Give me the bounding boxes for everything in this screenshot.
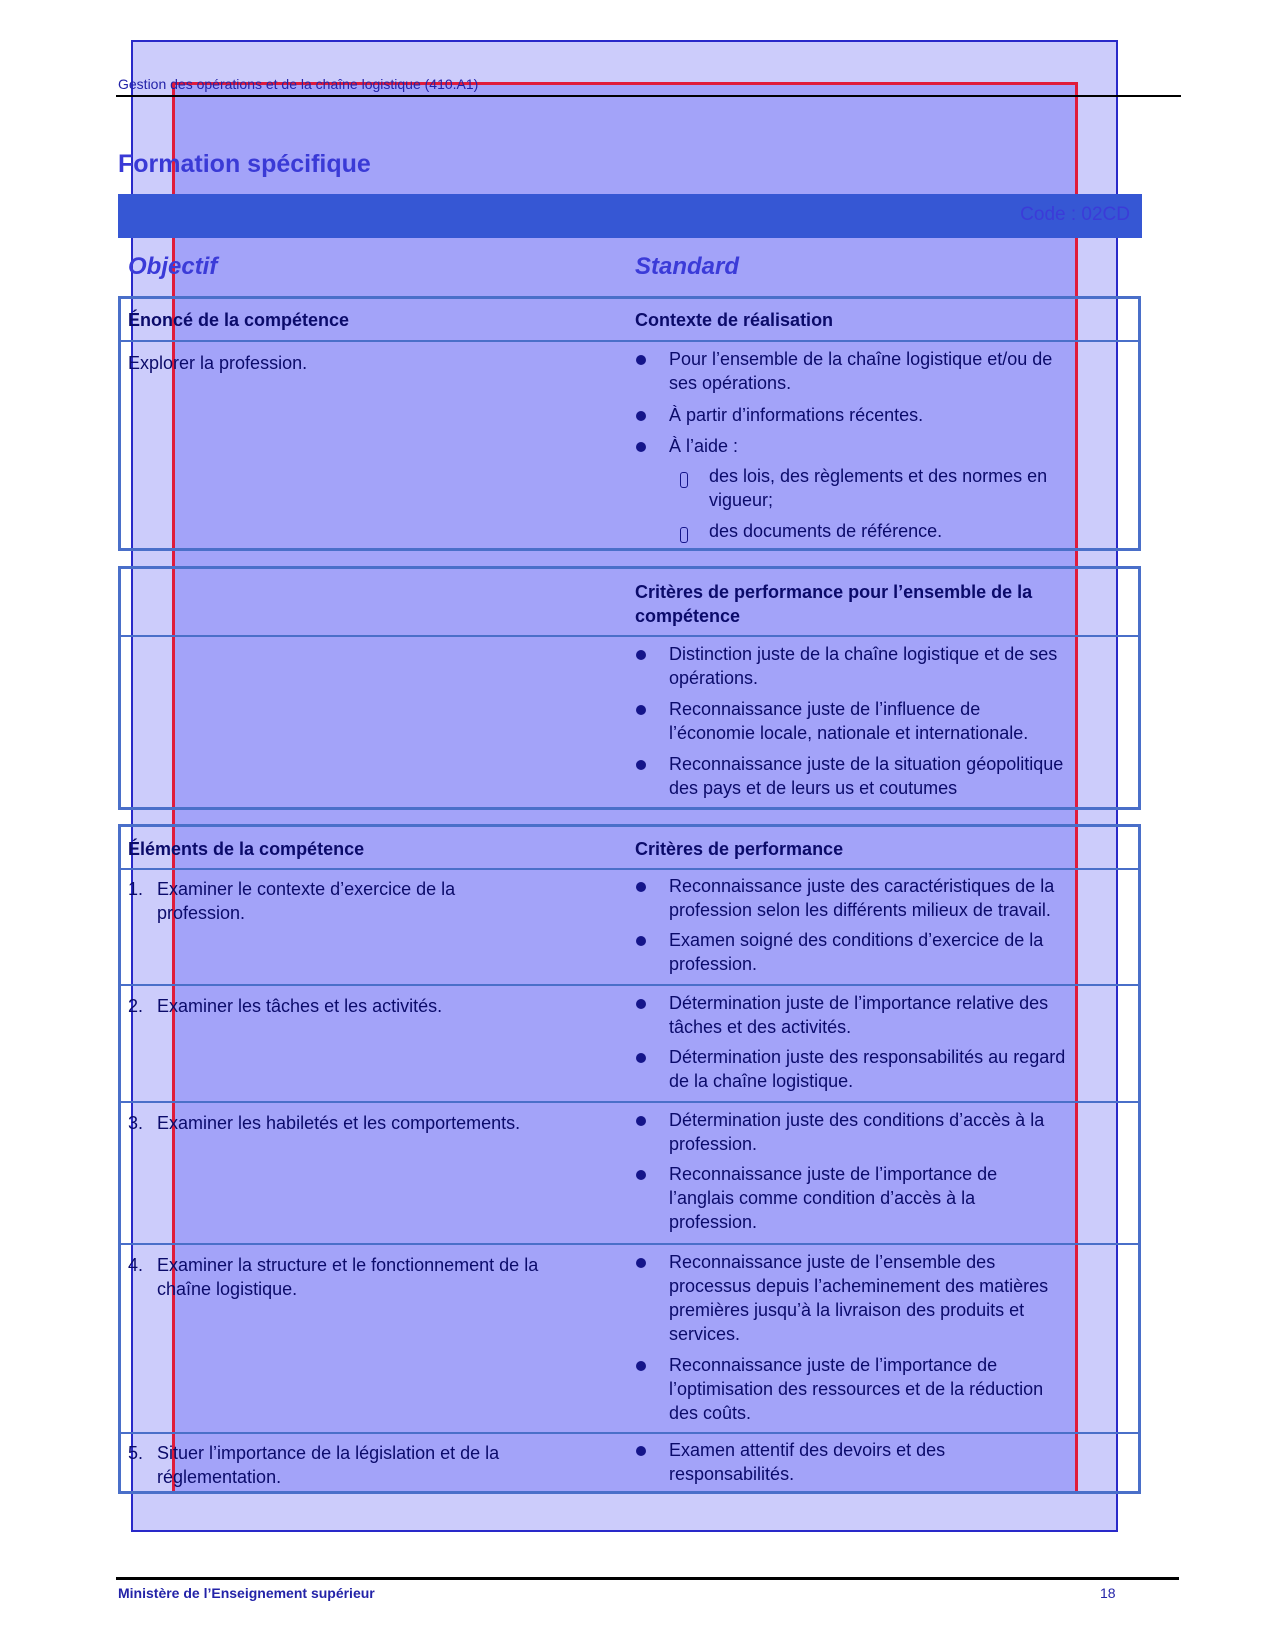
row-divider — [118, 868, 1141, 870]
criterion-item: Distinction juste de la chaîne logistique et de ses opérations. — [669, 644, 1058, 688]
element-number: 3. — [128, 1113, 144, 1133]
element-text: Examiner les tâches et les activités. — [157, 996, 443, 1016]
header-rule — [116, 95, 1181, 97]
context-item: Pour l’ensemble de la chaîne logistique et/ou de ses opérations. — [669, 349, 1053, 393]
row-divider — [118, 1432, 1141, 1434]
context-heading: Contexte de réalisation — [635, 310, 834, 330]
page-title: Formation spécifique — [118, 150, 371, 178]
bullet-icon — [636, 1361, 646, 1371]
footer-rule — [116, 1577, 1179, 1580]
page-number: 18 — [1100, 1585, 1116, 1601]
element-text: Examiner les habiletés et les comportements. — [157, 1113, 521, 1133]
sub-bullet-icon — [680, 472, 688, 488]
criterion-item: Examen attentif des devoirs et des responsabilités. — [669, 1440, 946, 1484]
bullet-icon — [636, 882, 646, 892]
bullet-icon — [636, 1116, 646, 1126]
competence-statement: Explorer la profession. — [128, 353, 308, 373]
competence-code: Code : 02CD — [1020, 204, 1130, 225]
context-item: À l’aide : — [669, 436, 739, 456]
criterion-item: Détermination juste des responsabilités au regard de la chaîne logistique. — [669, 1047, 1066, 1091]
element-text: Examiner le contexte d’exercice de la profession. — [157, 879, 456, 923]
bullet-icon — [636, 355, 646, 365]
overall-criteria-heading: Critères de performance pour l’ensemble de la compétence — [635, 582, 1033, 626]
criterion-item: Examen soigné des conditions d’exercice de la profession. — [669, 930, 1044, 974]
criterion-item: Reconnaissance juste de l’influence de l’économie locale, nationale et internationale. — [669, 699, 1029, 743]
criterion-item: Reconnaissance juste de l’ensemble des processus depuis l’acheminement des matières premières jusqu’à la livraison des produits et services. — [669, 1252, 1049, 1344]
bullet-icon — [636, 1258, 646, 1268]
criterion-item: Détermination juste des conditions d’accès à la profession. — [669, 1110, 1045, 1154]
bullet-icon — [636, 650, 646, 660]
running-header: Gestion des opérations et de la chaîne logistique (410.A1) — [118, 76, 479, 92]
element-number: 4. — [128, 1255, 144, 1275]
criterion-item: Reconnaissance juste des caractéristiques de la profession selon les différents milieux de travail. — [669, 876, 1055, 920]
column-objective: Objectif — [128, 253, 218, 280]
element-text: Examiner la structure et le fonctionnement de la chaîne logistique. — [157, 1255, 539, 1299]
bullet-icon — [636, 1446, 646, 1456]
bullet-icon — [636, 442, 646, 452]
element-number: 2. — [128, 996, 144, 1016]
performance-heading: Critères de performance — [635, 839, 844, 859]
aid-item: des lois, des règlements et des normes en vigueur; — [709, 466, 1048, 510]
column-standard: Standard — [635, 253, 740, 280]
criterion-item: Reconnaissance juste de l’importance de l’anglais comme condition d’accès à la profession. — [669, 1164, 998, 1232]
bullet-icon — [636, 999, 646, 1009]
table-competence-statement — [118, 296, 1141, 551]
criterion-item: Détermination juste de l’importance relative des tâches et des activités. — [669, 993, 1049, 1037]
row-divider — [118, 984, 1141, 986]
bullet-icon — [636, 936, 646, 946]
element-number: 1. — [128, 879, 144, 899]
bullet-icon — [636, 411, 646, 421]
element-text: Situer l’importance de la législation et de la réglementation. — [157, 1443, 500, 1487]
row-divider — [118, 340, 1141, 342]
row-divider — [118, 1101, 1141, 1103]
statement-heading: Énoncé de la compétence — [128, 310, 350, 330]
element-number: 5. — [128, 1443, 144, 1463]
bullet-icon — [636, 760, 646, 770]
code-band — [118, 194, 1142, 238]
criterion-item: Reconnaissance juste de la situation géopolitique des pays et de leurs us et coutumes — [669, 754, 1064, 798]
row-divider — [118, 1243, 1141, 1245]
bullet-icon — [636, 1170, 646, 1180]
footer-ministry: Ministère de l’Enseignement supérieur — [118, 1585, 375, 1601]
criterion-item: Reconnaissance juste de l’importance de l’optimisation des ressources et de la réduction des coûts. — [669, 1355, 1044, 1423]
context-item: À partir d’informations récentes. — [669, 405, 924, 425]
bullet-icon — [636, 1053, 646, 1063]
row-divider — [118, 635, 1141, 637]
elements-heading: Éléments de la compétence — [128, 839, 365, 859]
sub-bullet-icon — [680, 527, 688, 543]
bullet-icon — [636, 705, 646, 715]
aid-item: des documents de référence. — [709, 521, 943, 541]
